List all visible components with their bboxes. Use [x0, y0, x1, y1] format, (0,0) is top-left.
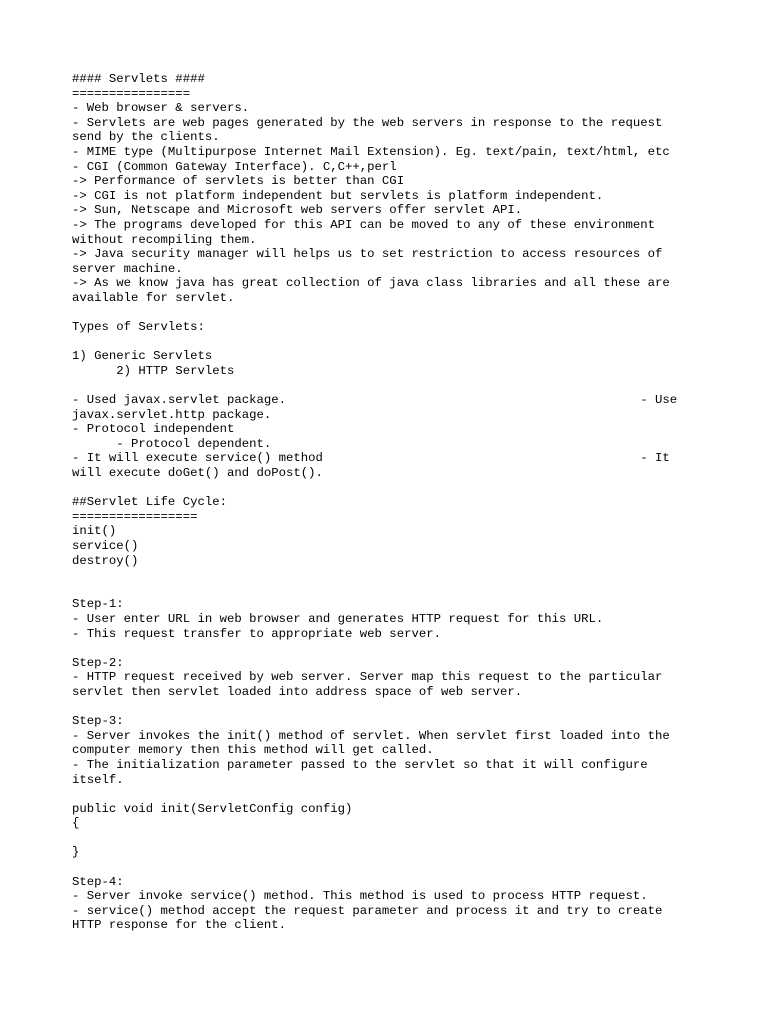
text-line: -> Performance of servlets is better than CGI — [72, 174, 405, 189]
text-line: service() — [72, 539, 139, 553]
text-line: without recompiling them. — [72, 232, 257, 247]
blank-line — [72, 335, 712, 350]
text-line: - Web browser & servers. — [72, 101, 250, 116]
text-line: - Protocol independent — [72, 422, 235, 437]
blank-line — [72, 481, 712, 496]
text-line: javax.servlet.http package. — [72, 407, 272, 422]
text-line: - The initialization parameter passed to the servlet so that it will configure — [72, 757, 648, 772]
step-heading: Step-4: — [72, 874, 124, 889]
blank-line — [72, 583, 712, 598]
text-line: available for servlet. — [72, 290, 235, 305]
step-heading: Step-3: — [72, 714, 124, 729]
text-line: 2) HTTP Servlets — [72, 363, 235, 378]
heading-servlets: #### Servlets #### — [72, 72, 205, 86]
text-line: - MIME type (Multipurpose Internet Mail Extension). Eg. text/pain, text/html, etc — [72, 144, 670, 159]
text-line: - service() method accept the request parameter and process it and try to create — [72, 903, 663, 918]
text-line: - User enter URL in web browser and generates HTTP request for this URL. — [72, 611, 604, 626]
text-line: - Servlets are web pages generated by the web servers in response to the request — [72, 115, 663, 130]
text-line: destroy() — [72, 553, 139, 568]
step-heading: Step-2: — [72, 655, 124, 670]
step-heading: Step-1: — [72, 597, 124, 612]
text-line: itself. — [72, 772, 124, 787]
text-line: -> The programs developed for this API can be moved to any of these environment — [72, 217, 655, 232]
text-line: - Used javax.servlet package. - Use — [72, 393, 678, 408]
blank-line — [72, 306, 712, 321]
text-line: 1) Generic Servlets — [72, 349, 213, 364]
code-line: public void init(ServletConfig config) — [72, 801, 353, 816]
text-line: -> Sun, Netscape and Microsoft web servers offer servlet API. — [72, 203, 523, 218]
blank-line — [72, 860, 712, 875]
code-line: } — [72, 845, 80, 860]
section-heading: ##Servlet Life Cycle: — [72, 495, 227, 510]
text-line: HTTP response for the client. — [72, 918, 287, 933]
text-line: server machine. — [72, 261, 183, 276]
text-line: - It will execute service() method - It — [72, 451, 670, 466]
blank-line — [72, 700, 712, 715]
blank-line — [72, 568, 712, 583]
text-line: - Server invoke service() method. This method is used to process HTTP request. — [72, 889, 648, 904]
blank-line — [72, 378, 712, 393]
text-line: - Protocol dependent. — [72, 436, 272, 451]
text-line: - This request transfer to appropriate web server. — [72, 626, 441, 641]
text-line: will execute doGet() and doPost(). — [72, 466, 323, 481]
blank-line — [72, 831, 712, 846]
text-line: -> Java security manager will helps us to set restriction to access resources of — [72, 247, 663, 262]
text-line: servlet then servlet loaded into address space of web server. — [72, 684, 523, 699]
blank-line — [72, 787, 712, 802]
text-line: computer memory then this method will get called. — [72, 743, 434, 758]
text-line: - Server invokes the init() method of servlet. When servlet first loaded into the — [72, 728, 670, 743]
code-line: { — [72, 816, 80, 831]
heading-underline: ================= — [72, 509, 198, 524]
blank-line — [72, 641, 712, 656]
text-line: - CGI (Common Gateway Interface). C,C++,perl — [72, 159, 397, 174]
text-line: init() — [72, 524, 117, 539]
text-line: -> As we know java has great collection of java class libraries and all these are — [72, 276, 670, 291]
text-line: -> CGI is not platform independent but servlets is platform independent. — [72, 188, 604, 203]
text-line: send by the clients. — [72, 130, 220, 145]
section-heading: Types of Servlets: — [72, 320, 205, 335]
text-line: - HTTP request received by web server. Server map this request to the particular — [72, 670, 663, 685]
document-page — [72, 72, 712, 933]
heading-underline: ================ — [72, 86, 191, 101]
